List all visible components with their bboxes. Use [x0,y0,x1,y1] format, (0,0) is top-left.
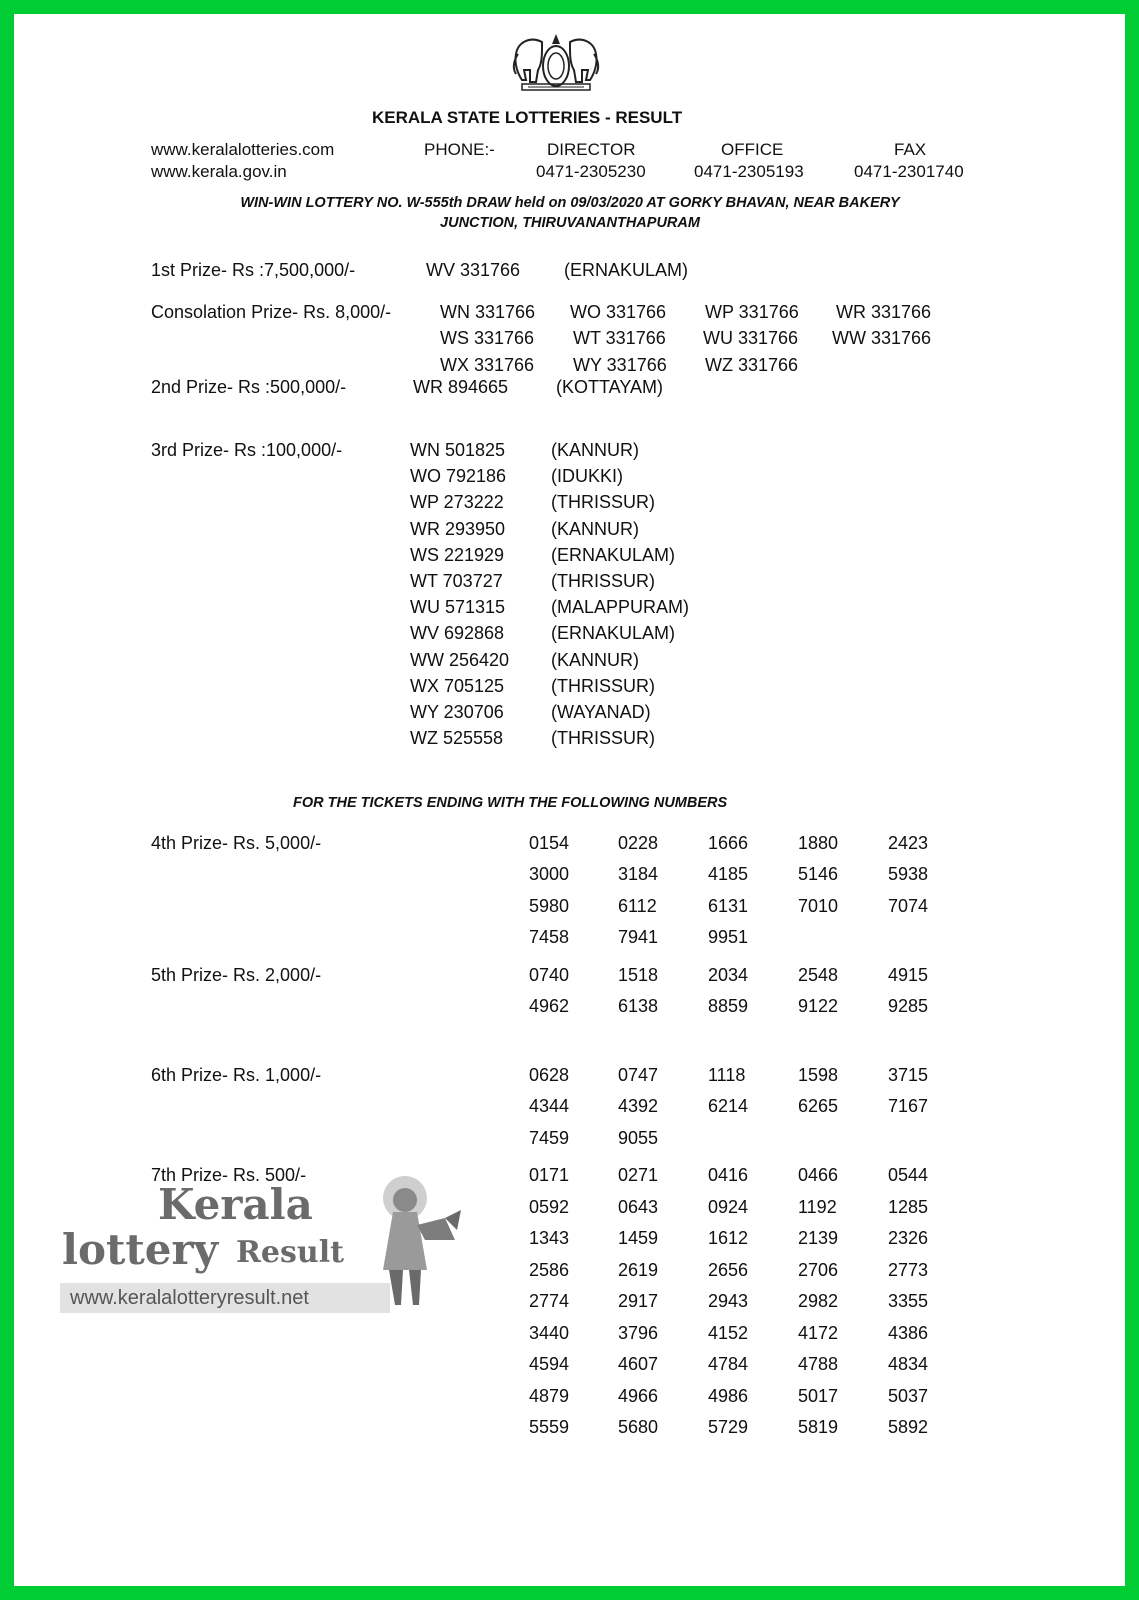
third-prize-ticket: WY 230706 [410,702,504,722]
sixth-prize-number: 1598 [798,1065,839,1085]
sixth-prize-number: 6214 [708,1096,749,1117]
consolation-ticket: WR 331766 [836,302,932,322]
third-prize-place: (THRISSUR) [551,675,655,696]
consolation-ticket: WO 331766 [570,302,667,322]
first-prize-label: 1st Prize- Rs :7,500,000/- [151,260,356,280]
fifth-prize-number: 8859 [708,996,749,1017]
sixth-prize-number: 6265 [798,1096,839,1117]
fourth-prize-number: 6112 [618,895,657,916]
seventh-prize-number: 5017 [798,1385,839,1406]
third-prize-place: (IDUKKI) [551,466,623,487]
sixth-prize-number: 9055 [618,1127,659,1148]
fourth-prize-number: 1666 [708,833,749,853]
consolation-prize-label: Consolation Prize- Rs. 8,000/- [151,302,392,322]
second-prize-label: 2nd Prize- Rs :500,000/- [151,377,347,397]
fifth-prize-number: 4915 [888,965,929,985]
fourth-prize-number: 2423 [888,833,929,853]
fax-number: 0471-2301740 [854,162,964,181]
third-prize-place: (ERNAKULAM) [551,623,676,644]
seventh-prize-number: 4607 [618,1354,659,1374]
third-prize-place: (KANNUR) [551,518,639,539]
seventh-prize-number: 2943 [708,1291,749,1311]
ending-numbers-heading: FOR THE TICKETS ENDING WITH THE FOLLOWING NUMBERS [293,795,728,811]
second-prize-place: (KOTTAYAM) [556,377,663,397]
seventh-prize-number: 0924 [708,1196,749,1217]
draw-info-line-2: JUNCTION, THIRUVANANTHAPURAM [440,215,700,231]
third-prize-place: (KANNUR) [551,440,639,460]
seventh-prize-number: 3440 [529,1322,570,1343]
fourth-prize-number: 5938 [888,864,929,885]
third-prize-ticket: WR 293950 [410,518,506,539]
seventh-prize-number: 0416 [708,1165,749,1185]
third-prize-place: (KANNUR) [551,649,639,670]
consolation-ticket: WS 331766 [440,328,535,348]
seventh-prize-number: 2139 [798,1228,839,1248]
third-prize-ticket: WU 571315 [410,597,506,618]
seventh-prize-label: 7th Prize- Rs. 500/- [151,1165,307,1185]
first-prize-place: (ERNAKULAM) [564,260,689,280]
fifth-prize-number: 1518 [618,965,659,985]
fax-label: FAX [894,140,927,159]
seventh-prize-number: 4879 [529,1385,570,1406]
seventh-prize-number: 4172 [798,1322,839,1343]
seventh-prize-number: 3355 [888,1291,929,1311]
fourth-prize-number: 0228 [618,833,659,853]
fourth-prize-number: 6131 [708,895,749,916]
fourth-prize-label: 4th Prize- Rs. 5,000/- [151,833,322,853]
third-prize-ticket: WX 705125 [410,675,505,696]
fifth-prize-label: 5th Prize- Rs. 2,000/- [151,965,322,985]
director-phone: 0471-2305230 [536,162,646,181]
fourth-prize-number: 1880 [798,833,839,853]
third-prize-place: (THRISSUR) [551,728,655,749]
website-link-2[interactable]: www.kerala.gov.in [151,162,287,181]
seventh-prize-number: 0544 [888,1165,929,1185]
seventh-prize-number: 3796 [618,1322,659,1343]
sixth-prize-number: 1118 [708,1065,746,1085]
seventh-prize-number: 5680 [618,1417,659,1437]
seventh-prize-number: 4788 [798,1354,839,1374]
sixth-prize-number: 0747 [618,1065,659,1085]
seventh-prize-number: 4784 [708,1354,749,1374]
seventh-prize-number: 2656 [708,1259,749,1280]
fourth-prize-number: 7010 [798,895,839,916]
third-prize-label: 3rd Prize- Rs :100,000/- [151,440,343,460]
watermark-logo [60,1180,460,1330]
seventh-prize-number: 0466 [798,1165,839,1185]
fifth-prize-number: 9285 [888,996,929,1017]
third-prize-ticket: WZ 525558 [410,728,504,749]
seventh-prize-number: 1285 [888,1196,929,1217]
website-link-1[interactable]: www.keralalotteries.com [151,140,335,159]
seventh-prize-number: 0171 [529,1165,570,1185]
second-prize-ticket: WR 894665 [413,377,509,397]
seventh-prize-number: 2619 [618,1259,659,1280]
fourth-prize-number: 7458 [529,926,570,947]
sixth-prize-number: 0628 [529,1065,570,1085]
third-prize-place: (WAYANAD) [551,702,651,722]
seventh-prize-number: 0271 [618,1165,659,1185]
seventh-prize-number: 4594 [529,1354,570,1374]
seventh-prize-number: 1612 [708,1228,749,1248]
seventh-prize-number: 4966 [618,1385,659,1406]
seventh-prize-number: 2982 [798,1291,839,1311]
consolation-ticket: WT 331766 [573,328,666,348]
fifth-prize-number: 0740 [529,965,570,985]
seventh-prize-number: 2774 [529,1291,570,1311]
seventh-prize-number: 1343 [529,1228,570,1248]
third-prize-place: (THRISSUR) [551,571,655,591]
consolation-ticket: WW 331766 [832,328,932,348]
fourth-prize-number: 4185 [708,864,749,885]
seventh-prize-number: 1192 [798,1196,837,1217]
seventh-prize-number: 4386 [888,1322,929,1343]
fourth-prize-number: 3184 [618,864,659,885]
seventh-prize-number: 5729 [708,1417,749,1437]
phone-label: PHONE:- [424,140,495,159]
fourth-prize-number: 9951 [708,926,749,947]
seventh-prize-number: 1459 [618,1228,659,1248]
watermark-result: Result [236,1235,344,1270]
sixth-prize-number: 3715 [888,1065,929,1085]
seventh-prize-number: 5559 [529,1417,570,1437]
seventh-prize-number: 5892 [888,1417,929,1437]
seventh-prize-number: 2326 [888,1228,929,1248]
consolation-ticket: WY 331766 [573,355,667,375]
watermark-url[interactable]: www.keralalotteryresult.net [60,1283,390,1313]
sixth-prize-number: 4392 [618,1096,659,1117]
third-prize-place: (ERNAKULAM) [551,544,676,565]
sixth-prize-number: 4344 [529,1096,570,1117]
third-prize-ticket: WS 221929 [410,544,505,565]
third-prize-place: (THRISSUR) [551,492,655,513]
watermark-lottery: lottery [62,1225,219,1274]
sixth-prize-number: 7167 [888,1096,929,1117]
fifth-prize-number: 2034 [708,965,749,985]
third-prize-ticket: WV 692868 [410,623,505,644]
seventh-prize-number: 4152 [708,1322,749,1343]
fifth-prize-number: 4962 [529,996,570,1017]
sixth-prize-label: 6th Prize- Rs. 1,000/- [151,1065,322,1085]
office-label: OFFICE [721,140,784,159]
draw-info-line-1: WIN-WIN LOTTERY NO. W-555th DRAW held on 09/03/2020 AT GORKY BHAVAN, NEAR BAKERY [240,195,900,211]
fourth-prize-number: 5980 [529,895,570,916]
fourth-prize-number: 0154 [529,833,570,853]
seventh-prize-number: 5037 [888,1385,929,1406]
third-prize-ticket: WP 273222 [410,492,504,513]
seventh-prize-number: 2773 [888,1259,929,1280]
kerala-emblem-icon [508,30,604,92]
watermark-kerala: Kerala [158,1180,313,1229]
fifth-prize-number: 2548 [798,965,839,985]
third-prize-ticket: WT 703727 [410,571,503,591]
third-prize-ticket: WO 792186 [410,466,507,487]
first-prize-ticket: WV 331766 [426,260,521,280]
seventh-prize-number: 2586 [529,1259,570,1280]
third-prize-place: (MALAPPURAM) [551,597,690,618]
consolation-ticket: WN 331766 [440,302,536,322]
consolation-ticket: WU 331766 [703,328,799,348]
office-phone: 0471-2305193 [694,162,804,181]
consolation-ticket: WZ 331766 [705,355,799,375]
seventh-prize-number: 2706 [798,1259,839,1280]
director-label: DIRECTOR [547,140,636,159]
fourth-prize-number: 5146 [798,864,839,885]
third-prize-ticket: WN 501825 [410,440,506,460]
seventh-prize-number: 0592 [529,1196,570,1217]
sixth-prize-number: 7459 [529,1127,570,1148]
consolation-ticket: WP 331766 [705,302,799,322]
seventh-prize-number: 4986 [708,1385,749,1406]
seventh-prize-number: 2917 [618,1291,659,1311]
fourth-prize-number: 3000 [529,864,570,885]
fourth-prize-number: 7074 [888,895,929,916]
consolation-ticket: WX 331766 [440,355,535,375]
fourth-prize-number: 7941 [618,926,659,947]
fifth-prize-number: 9122 [798,996,839,1017]
third-prize-ticket: WW 256420 [410,649,510,670]
seventh-prize-number: 4834 [888,1354,929,1374]
fifth-prize-number: 6138 [618,996,659,1017]
page-title: KERALA STATE LOTTERIES - RESULT [372,108,683,127]
seventh-prize-number: 5819 [798,1417,839,1437]
seventh-prize-number: 0643 [618,1196,659,1217]
